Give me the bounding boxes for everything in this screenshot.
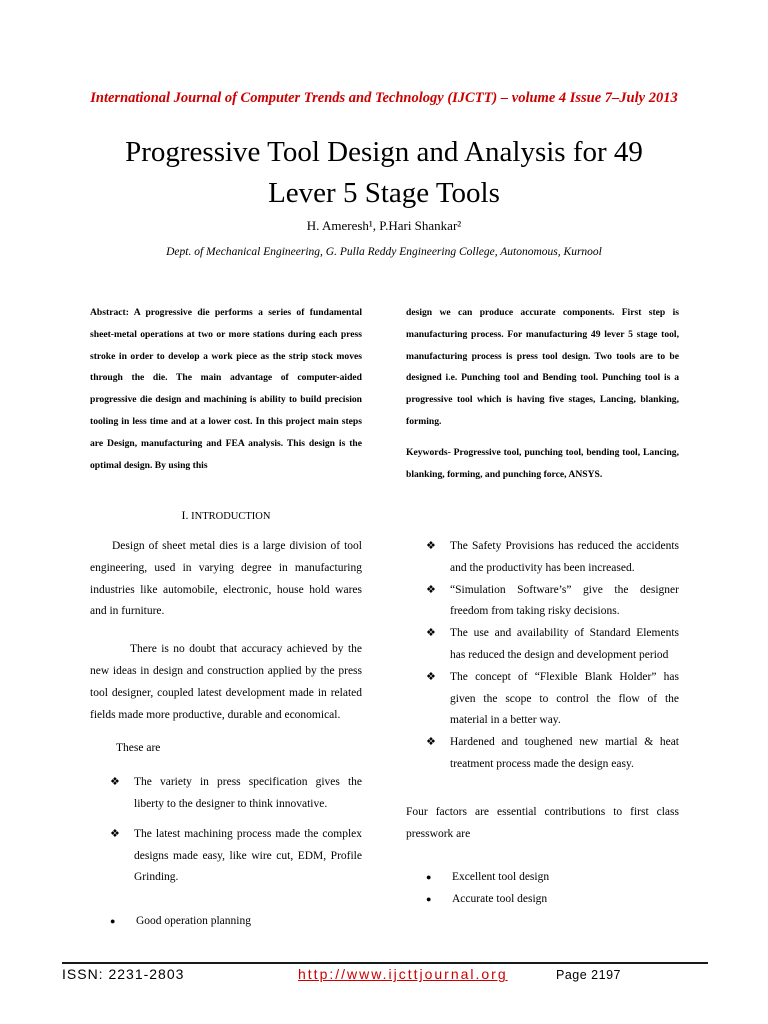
list-item-text: The latest machining process made the complex designs made easy, like wire cut, EDM, Profile Grinding. xyxy=(134,827,362,884)
list-item xyxy=(406,623,679,667)
these-are-label: These are xyxy=(116,742,161,755)
abstract-text: A progressive die performs a series of fundamental sheet-metal operations at two or more stations during each press stroke in order to develop a work piece as the strip stock moves through the die. The main advantage of computer-aided progressive die design and machining is ability to build precision tooling in less time and at a lower cost. In this project main steps are Design, manufacturing and FEA analysis. This design is the optimal design. By using this xyxy=(90,307,362,471)
list-item-text: Good operation planning xyxy=(136,915,251,928)
bullet-dot-icon: ● xyxy=(110,916,116,927)
diamond-bullet-icon: ❖ xyxy=(110,827,120,840)
section-number: I. xyxy=(181,508,189,522)
diamond-bullet-icon: ❖ xyxy=(426,540,436,552)
keywords-text: Progressive tool, punching tool, bending tool, Lancing, blanking, forming, and punching force, ANSYS. xyxy=(406,446,679,480)
list-item-text: The Safety Provisions has reduced the accidents and the productivity has been increased. xyxy=(450,540,679,574)
list-item xyxy=(406,867,679,889)
list-item xyxy=(406,889,679,911)
keywords-paragraph xyxy=(406,442,679,486)
list-item xyxy=(406,732,679,776)
list-item-text: The use and availability of Standard Elements has reduced the design and development period xyxy=(450,627,679,661)
intro-left-column xyxy=(90,536,362,933)
abstract-right-column xyxy=(406,302,679,485)
list-item xyxy=(90,772,362,816)
list-item-text: Accurate tool design xyxy=(452,893,548,906)
left-bullet-list xyxy=(90,772,362,889)
footer-divider xyxy=(62,962,708,964)
diamond-bullet-icon: ❖ xyxy=(110,776,120,789)
paper-title xyxy=(40,132,728,214)
author-affiliation: Dept. of Mechanical Engineering, G. Pulla Reddy Engineering College, Autonomous, Kurnool xyxy=(166,246,602,258)
list-item-text: Excellent tool design xyxy=(452,871,550,884)
list-item xyxy=(406,580,679,624)
diamond-bullet-icon: ❖ xyxy=(426,736,436,749)
bullet-dot-icon: ● xyxy=(426,872,432,883)
intro-paragraph-2: There is no doubt that accuracy achieved by the new ideas in design and construction applied by the press tool designer, coupled latest development made in related fields made more productive, durable and economical. xyxy=(90,643,362,721)
list-item-text: The concept of “Flexible Blank Holder” has given the scope to control the flow of the material in a better way. xyxy=(450,670,679,727)
list-item xyxy=(406,667,679,732)
paper-title-line-2: Lever 5 Stage Tools xyxy=(268,177,500,209)
diamond-bullet-icon: ❖ xyxy=(426,627,436,640)
abstract-label: Abstract: xyxy=(90,307,129,318)
keywords-label: Keywords- xyxy=(406,446,451,458)
right-dot-list xyxy=(406,867,679,911)
bullet-dot-icon: ● xyxy=(426,894,432,905)
intro-paragraph-1: Design of sheet metal dies is a large division of tool engineering, used in varying degree in manufacturing industries like automobile, electronic, house hold wares and in furniture. xyxy=(90,540,362,618)
right-bullet-list xyxy=(406,536,679,776)
left-dot-list xyxy=(90,911,362,933)
journal-header: International Journal of Computer Trends and Technology (IJCTT) – volume 4 Issue 7–July 2013 xyxy=(90,90,678,106)
footer-journal-link[interactable]: http://www.ijcttjournal.org xyxy=(298,966,508,982)
list-item-text: The variety in press specification gives the liberty to the designer to think innovative. xyxy=(134,776,362,810)
four-factors-paragraph: Four factors are essential contributions to first class presswork are xyxy=(406,805,679,840)
list-item xyxy=(90,911,362,933)
paper-title-line-1: Progressive Tool Design and Analysis for 49 xyxy=(125,136,643,168)
diamond-bullet-icon: ❖ xyxy=(426,583,436,596)
abstract-paragraph xyxy=(90,302,362,476)
section-title: INTRODUCTION xyxy=(188,511,271,522)
section-heading-introduction xyxy=(90,508,362,523)
footer-issn: ISSN: 2231-2803 xyxy=(62,966,185,982)
diamond-bullet-icon: ❖ xyxy=(426,670,436,683)
paper-authors: H. Ameresh¹, P.Hari Shankar² xyxy=(306,218,462,233)
footer-page-number: Page 2197 xyxy=(556,968,621,982)
list-item xyxy=(406,536,679,580)
list-item-text: “Simulation Software’s” give the designer freedom from taking risky decisions. xyxy=(450,583,679,618)
abstract-continued: design we can produce accurate components. First step is manufacturing process. For manufacturing 49 lever 5 stage tool, manufacturing process is press tool design. Two tools are to be designed i.e. Punching tool and Bending tool. Punching tool is a progressive tool which is having five stages, Lancing, blanking, forming. xyxy=(406,307,679,427)
intro-right-column xyxy=(406,536,679,911)
list-item-text: Hardened and toughened new martial & heat treatment process made the design easy. xyxy=(450,736,679,770)
abstract-left-column xyxy=(90,302,362,476)
list-item xyxy=(90,824,362,889)
